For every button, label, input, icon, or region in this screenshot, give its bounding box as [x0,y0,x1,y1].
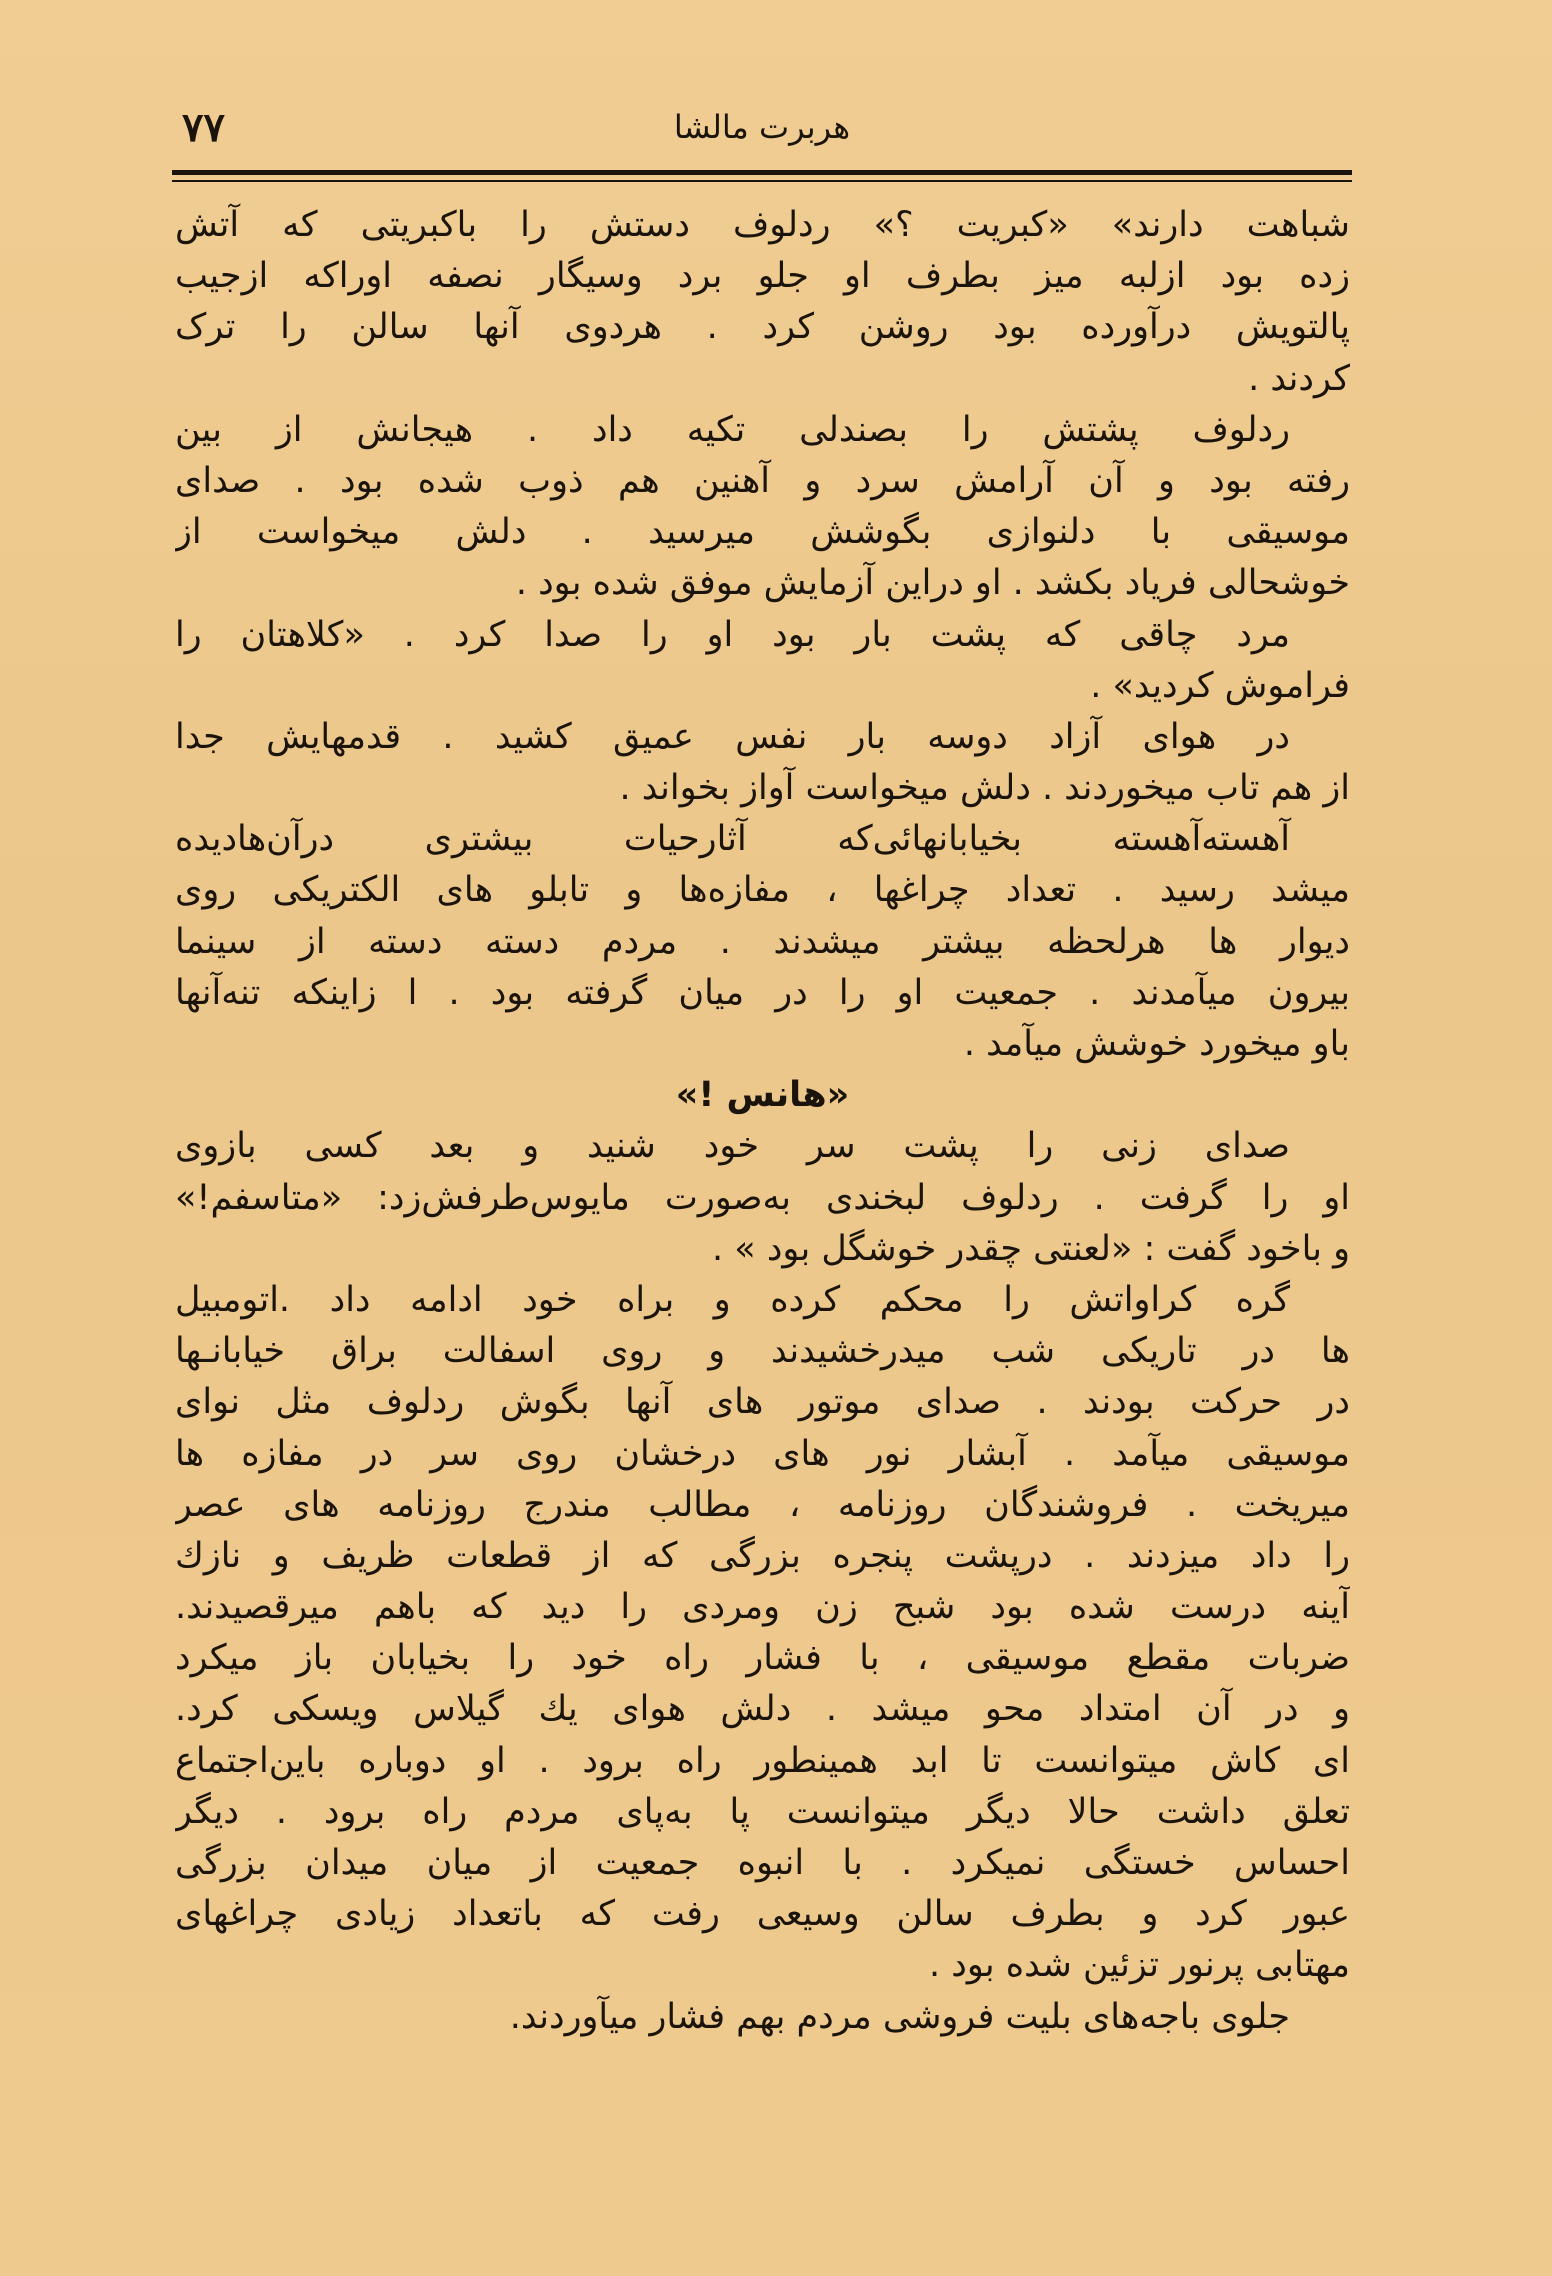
text-line: موسیقی با دلنوازی بگوشش میرسید . دلش میخواست از [175,512,1350,553]
text-line: آهسته‌آهسته بخیابانهائی‌که آثارحیات بیشتری درآن‌هادیده [175,819,1290,860]
text-line: گره کراواتش را محکم کرده و براه خود ادامه داد .اتومبیل [175,1279,1290,1320]
text-line: کردند . [1248,358,1350,399]
text-line: و در آن امتداد محو میشد . دلش هوای یك گیلاس ویسکی کرد. [175,1689,1350,1730]
body-text [175,200,1350,2043]
text-line: او را گرفت . ردلوف لبخندی به‌صورت مایوس‌طرفش‌زد: «متاسفم!» [175,1177,1350,1218]
text-line: تعلق داشت حالا دیگر میتوانست پا به‌پای مردم راه برود . دیگر [175,1791,1350,1832]
text-line: آینه درست شده بود شبح زن ومردی را دید که باهم میرقصیدند. [175,1587,1350,1628]
text-line: از هم تاب میخوردند . دلش میخواست آواز بخواند . [619,768,1350,809]
text-line: ردلوف پشتش را بصندلی تکیه داد . هیجانش از بین [175,409,1290,450]
text-line: ها در تاریکی شب میدرخشیدند و روی اسفالت براق خیابانـها [175,1331,1350,1372]
text-line: در حرکت بودند . صدای موتور های آنها بگوش ردلوف مثل نوای [175,1382,1350,1423]
running-head: هربرت مالشا [673,108,851,146]
text-line: خوشحالی فریاد بکشد . او دراین آزمایش موفق شده بود . [515,563,1350,604]
text-line: باو میخورد خوشش میآمد . [963,1024,1350,1064]
text-line: صدای زنی را پشت سر خود شنید و بعد کسی بازوی [175,1126,1290,1167]
text-line: مهتابی پرنور تزئین شده بود . [929,1945,1350,1986]
text-line: بیرون میآمدند . جمعیت او را در میان گرفته بود . ا زاینکه تنه‌آنها [175,972,1350,1013]
text-line: جلوی باجه‌های بلیت فروشی مردم بهم فشار میآوردند. [509,1996,1290,2037]
text-line: رفته بود و آن آرامش سرد و آهنین هم ذوب شده بود . صدای [175,460,1350,501]
text-line: را داد میزدند . درپشت پنجره بزرگی که از قطعات ظریف و نازك [175,1535,1350,1576]
text-line: زده بود ازلبه میز بطرف او جلو برد وسیگار نصفه اوراکه ازجیب [175,256,1350,297]
text-line: دیوار ها هرلحظه بیشتر میشدند . مردم دسته دسته از سینما [175,921,1350,962]
text-line: احساس خستگی نمیکرد . با انبوه جمعیت از میان میدان بزرگی [175,1843,1350,1883]
text-line: میشد رسید . تعداد چراغها ، مفازه‌ها و تابلو های الکتریکی روی [175,870,1350,911]
text-line: شباهت دارند» «کبریت ؟» ردلوف دستش را باکبریتی که آتش [175,205,1350,245]
text-line: مرد چاقی که پشت بار بود او را صدا کرد . «کلاهتان را [175,614,1290,655]
text-line: ای کاش میتوانست تا ابد همینطور راه برود . او دوباره باین‌اجتماع [175,1740,1350,1781]
text-line: عبور کرد و بطرف سالن وسیعی رفت که باتعداد زیادی چراغهای [175,1894,1350,1935]
page-header [172,100,1352,160]
text-line: میریخت . فروشندگان روزنامه ، مطالب مندرج روزنامه های عصر [175,1484,1350,1525]
text-line: ضربات مقطع موسیقی ، با فشار راه خود را بخیابان باز میکرد [175,1638,1350,1679]
page-number: ۷۷ [182,104,225,151]
text-line: فراموش کردید» . [1090,665,1350,706]
text-line: «هانس !» [675,1075,850,1116]
text-line: و باخود گفت : «لعنتی چقدر خوشگل بود » . [712,1228,1350,1269]
text-line: در هوای آزاد دوسه بار نفس عمیق کشید . قدمهایش جدا [175,716,1290,757]
text-line: پالتویش درآورده بود روشن کرد . هردوی آنها سالن را ترک [175,307,1350,348]
header-rule-thin [172,180,1352,182]
header-rule-thick [172,170,1352,175]
text-line: موسیقی میآمد . آبشار نور های درخشان روی سر در مفازه ها [175,1433,1350,1474]
